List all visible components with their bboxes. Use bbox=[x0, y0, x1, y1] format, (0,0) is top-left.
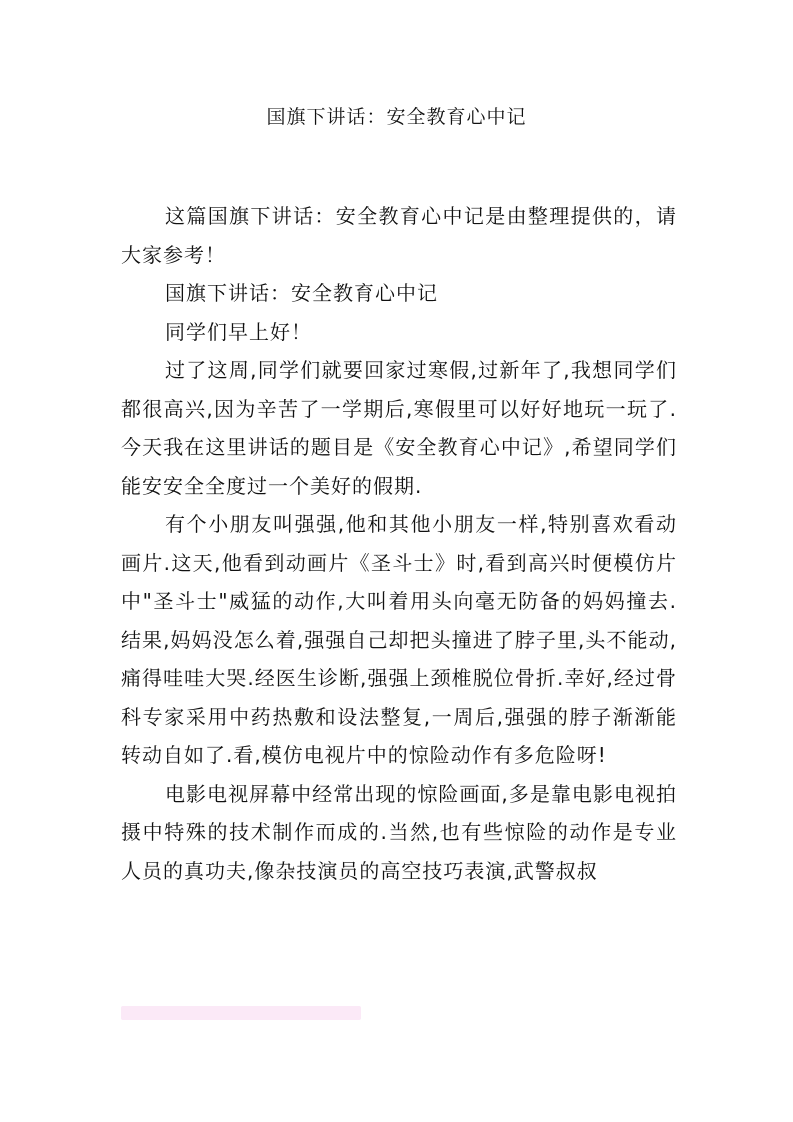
intro-paragraph: 这篇国旗下讲话：安全教育心中记是由整理提供的，请大家参考！ bbox=[121, 204, 677, 267]
body-paragraph: 有个小朋友叫强强,他和其他小朋友一样,特别喜欢看动画片.这天,他看到动画片《圣斗士》时,看到高兴时便模仿片中"圣斗士"威猛的动作,大叫着用头向毫无防备的妈妈撞去.结果,妈妈没怎么着,强强自己却把头撞进了脖子里,头不能动,痛得哇哇大哭.经医生诊断,强强上颈椎脱位骨折.幸好,经过骨科专家采用中药热敷和设法整复,一周后,强强的脖子渐渐能转动自如了.看,模仿电视片中的惊险动作有多危险呀! bbox=[121, 512, 677, 767]
subtitle-paragraph: 国旗下讲话：安全教育心中记 bbox=[165, 281, 438, 305]
greeting-paragraph: 同学们早上好！ bbox=[165, 319, 312, 344]
faded-watermark-strip bbox=[121, 1006, 361, 1020]
body-paragraph: 过了这周,同学们就要回家过寒假,过新年了,我想同学们都很高兴,因为辛苦了一学期后,寒假里可以好好地玩一玩了.今天我在这里讲话的题目是《安全教育心中记》,希望同学们能安安全全度过一个美好的假期. bbox=[121, 358, 677, 498]
document-title: 国旗下讲话：安全教育心中记 bbox=[266, 106, 527, 128]
body-paragraph: 电影电视屏幕中经常出现的惊险画面,多是靠电影电视拍摄中特殊的技术制作而成的.当然,也有些惊险的动作是专业人员的真功夫,像杂技演员的高空技巧表演,武警叔叔 bbox=[121, 781, 677, 883]
document-body bbox=[121, 197, 677, 890]
